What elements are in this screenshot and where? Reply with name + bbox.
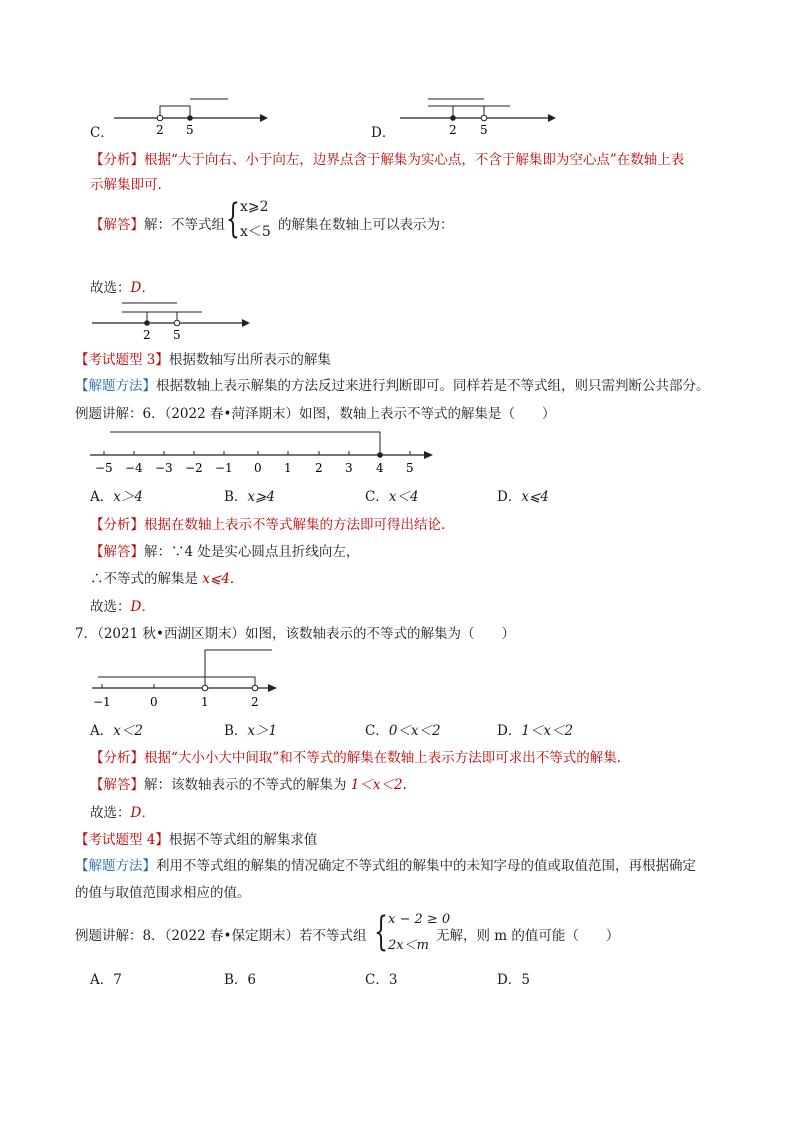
q5-answer-suffix: 的解集在数轴上可以表示为： xyxy=(278,217,454,233)
type4-method-line1: 【解题方法】利用不等式组的解集的情况确定不等式组的解集中的未知字母的值或取值范围，再根据确定 xyxy=(75,858,696,874)
svg-text:−2: −2 xyxy=(185,461,203,475)
q7-choice: 故选：D． xyxy=(90,805,155,821)
q5-analysis-line1: 【分析】根据“大于向右、小于向左，边界点含于解集为实心点，不含于解集即为空心点”在数轴上表 xyxy=(90,152,685,168)
answer-tag: 【解答】 xyxy=(90,217,144,233)
svg-text:4: 4 xyxy=(376,461,384,475)
q6-answer: 【解答】解：∵4 处是实心圆点且折线向左， xyxy=(90,544,360,560)
q6-stem: 例题讲解：6．（2022 春•菏泽期末）如图，数轴上表示不等式的解集是（ ） xyxy=(75,406,556,422)
svg-text:5: 5 xyxy=(406,461,414,475)
svg-text:1: 1 xyxy=(201,695,209,709)
q8-option-c[interactable]: C．3 xyxy=(365,972,398,988)
svg-text:2: 2 xyxy=(315,461,323,475)
axis-d-tick-5: 5 xyxy=(480,123,488,137)
type3-heading: 【考试题型 3】根据数轴写出所表示的解集 xyxy=(75,352,331,368)
svg-text:2: 2 xyxy=(143,328,151,342)
svg-text:−1: −1 xyxy=(215,461,233,475)
number-line-option-c xyxy=(110,92,270,138)
q5-inequality-system: { x⩾2 x＜5 xyxy=(226,196,271,242)
option-d-label: D． xyxy=(371,125,396,141)
q7-option-c[interactable]: C．0＜x＜2 xyxy=(365,723,441,739)
q5-analysis-line2: 示解集即可． xyxy=(90,177,171,193)
q7-analysis: 【分析】根据“大小小大中间取”和不等式的解集在数轴上表示方法即可求出不等式的解集． xyxy=(90,750,631,766)
q8-option-a[interactable]: A．7 xyxy=(90,972,122,988)
number-line-q5-answer xyxy=(88,298,254,344)
q7-answer: 【解答】解：该数轴表示的不等式的解集为 1＜x＜2． xyxy=(90,777,417,793)
q8-stem-suffix: 无解，则 m 的值可能（ ） xyxy=(436,928,620,944)
q6-answer-line2: ∴不等式的解集是 x⩽4． xyxy=(90,571,244,587)
svg-text:1: 1 xyxy=(284,461,292,475)
number-line-q7 xyxy=(88,644,284,712)
q6-option-a[interactable]: A．x＞4 xyxy=(90,489,143,505)
q8-inequality-system: { x − 2 ≥ 0 2x＜m xyxy=(374,909,451,955)
q6-option-d[interactable]: D．x⩽4 xyxy=(497,489,549,505)
q7-option-a[interactable]: A．x＜2 xyxy=(90,723,143,739)
svg-text:0: 0 xyxy=(150,695,158,709)
type4-method-line2: 的值与取值范围求相应的值。 xyxy=(75,885,251,901)
q8-stem-prefix: 例题讲解：8．（2022 春•保定期末）若不等式组 xyxy=(75,928,367,944)
analysis-tag: 【分析】 xyxy=(90,152,144,168)
q8-option-b[interactable]: B．6 xyxy=(224,972,257,988)
q6-choice: 故选：D． xyxy=(90,599,155,615)
axis-c-tick-2: 2 xyxy=(156,123,164,137)
svg-text:−1: −1 xyxy=(93,695,111,709)
option-c-label: C． xyxy=(90,125,114,141)
axis-c-tick-5: 5 xyxy=(186,123,194,137)
q8-option-d[interactable]: D．5 xyxy=(497,972,530,988)
svg-text:3: 3 xyxy=(345,461,353,475)
svg-text:−3: −3 xyxy=(155,461,173,475)
q6-option-b[interactable]: B．x⩾4 xyxy=(224,489,275,505)
q7-option-b[interactable]: B．x＞1 xyxy=(224,723,278,739)
svg-text:5: 5 xyxy=(173,328,181,342)
q6-option-c[interactable]: C．x＜4 xyxy=(365,489,419,505)
q7-option-d[interactable]: D．1＜x＜2 xyxy=(497,723,574,739)
type4-heading: 【考试题型 4】根据不等式组的解集求值 xyxy=(75,832,318,848)
number-line-q6 xyxy=(86,425,436,477)
q7-stem: 7．（2021 秋•西湖区期末）如图，该数轴表示的不等式的解集为（ ） xyxy=(75,626,515,642)
q5-answer: 【解答】解：不等式组 xyxy=(90,217,225,233)
svg-text:0: 0 xyxy=(254,461,262,475)
type3-method: 【解题方法】根据数轴上表示解集的方法反过来进行判断即可。同样若是不等式组，则只需判断公共部分。 xyxy=(75,378,710,394)
svg-text:−5: −5 xyxy=(95,461,113,475)
svg-text:2: 2 xyxy=(251,695,259,709)
number-line-option-d xyxy=(396,92,558,138)
svg-text:−4: −4 xyxy=(125,461,143,475)
axis-d-tick-2: 2 xyxy=(449,123,457,137)
q5-choice: 故选：D． xyxy=(90,280,155,296)
q6-analysis: 【分析】根据在数轴上表示不等式解集的方法即可得出结论． xyxy=(90,517,455,533)
